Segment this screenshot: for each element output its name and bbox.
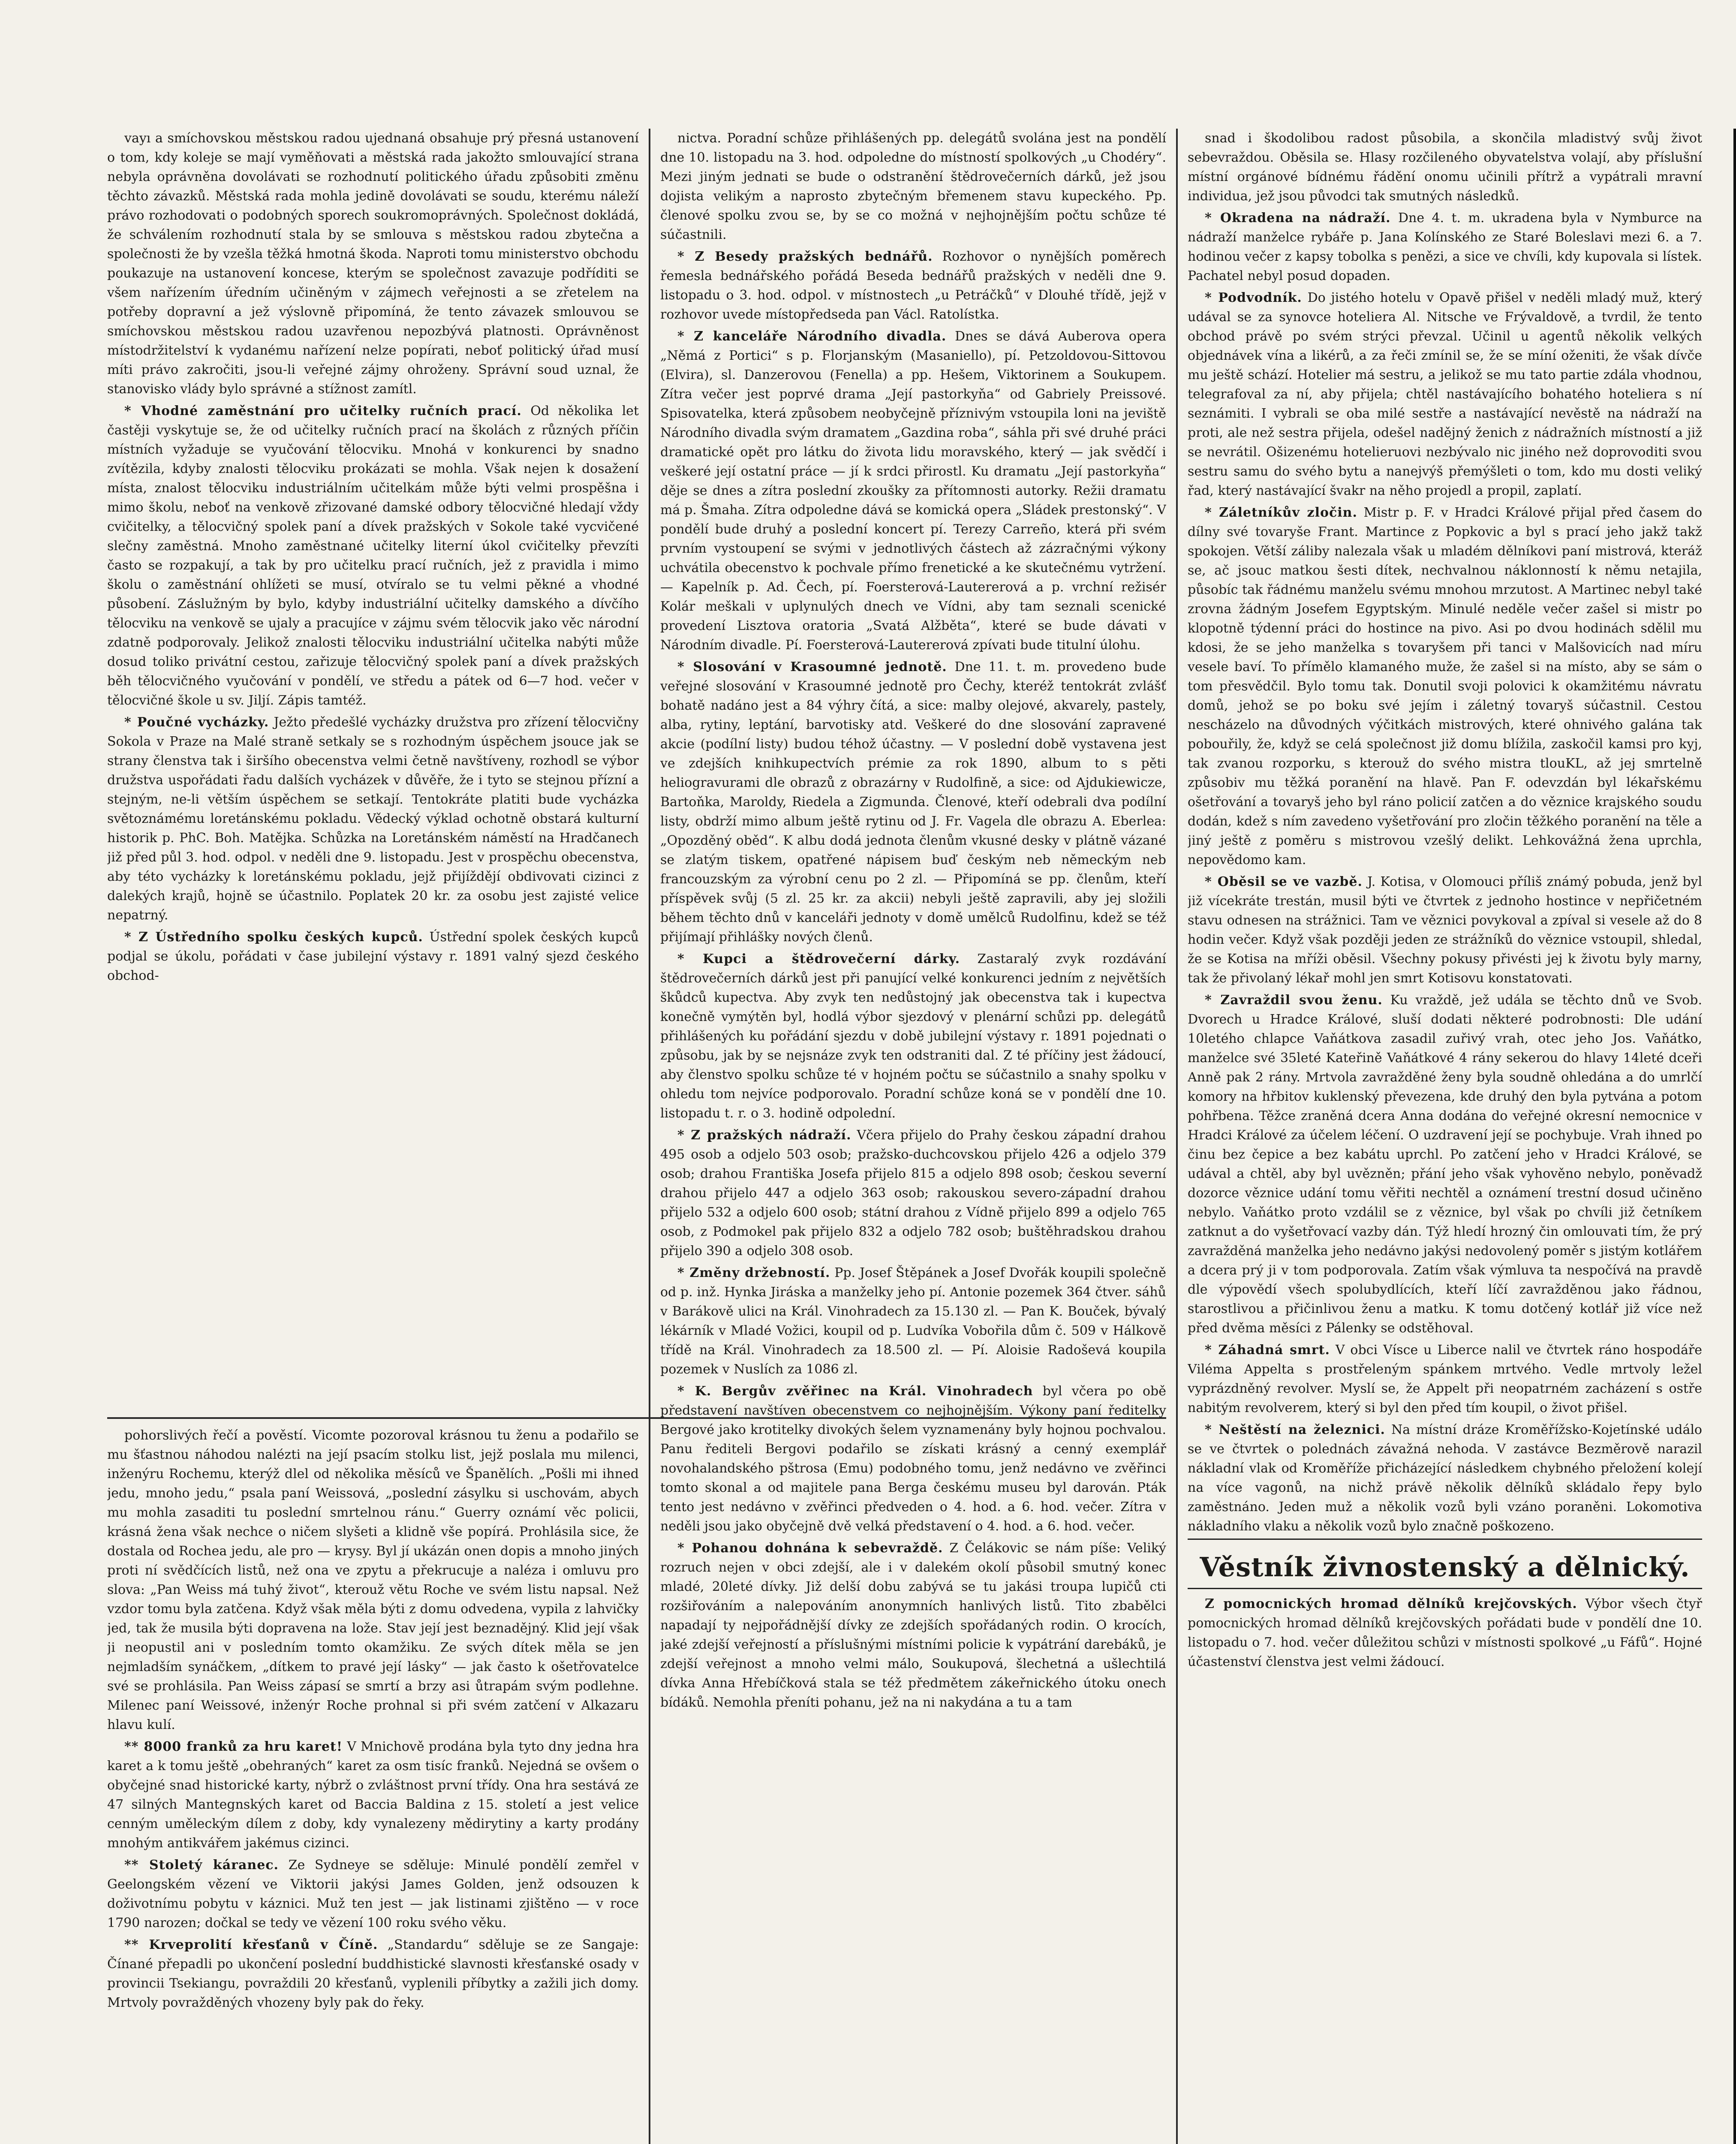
article-paragraph: [1188, 503, 1702, 870]
section-rule: [1188, 1588, 1702, 1589]
article-paragraph: [660, 247, 1166, 324]
section-title: Věstník živnostenský a dělnický.: [1200, 1551, 1690, 1583]
article-text: Ježto předešlé vycházky družstva pro zřízení tělocvičny Sokola v Praze na Malé straně setkaly se s rozhodným úspěchem jsouce jak se strany členstva tak i širšího obecenstva velmi četně navštíveny, rozhodl se výbor družstva uspořádati řadu dalších vycházek v důvěře, že i tyto se stejnou přízní a stejným, ne-li větším úspěchem se setkají. Tentokráte platiti bude vycházka světoznámému loretánskému pokladu. Vědecký výklad ochotně obstará kulturní historik p. PhC. Boh. Matějka. Schůzka na Loretánském náměstí na Hradčanech již před půl 3. hod. odpol. v neděli dne 9. listopadu. Jest v prospěchu obecenstva, aby této vycházky k loretánskému pokladu, jejž přijíždějí obdivovati cizinci z dalekých krajů, hojně se účastnilo. Poplatek 20 kr. za osobu jest zajisté velice nepatrný.: [107, 715, 639, 923]
article-paragraph: [1188, 288, 1702, 500]
article-text: pohorslivých řečí a pověstí. Vicomte pozoroval krásnou tu ženu a podařilo se mu šťastnou náhodou nalézti na její psacím stolku list, jejž poslala mu milenci, inženýru Rochemu, kterýž dlel od několika měsíců ve Španělích. „Pošli mi ihned jedu, mnoho jedu,“ psala paní Weissová, „poslední zásylku si uschovám, abych mu mohla zasaditi tu poslední smrtelnou ránu.“ Guerry oznámí věc policii, krásná žena však nechce o ničem slyšeti a klidně vše popírá. Prohlásila sice, že dostala od Rochea jedu, ale pro — krysy. Byl jí ukázán onen dopis a mnoho jiných proti ní svědčících listů, než ona ve zpytu a překrucuje a naléza i omluvu pro slova: „Pan Weiss má tuhý život“, kterouž větu Roche ve svém listu napsal. Než vzdor tomu byla zatčena. Když však měla býti z domu odvedena, vypila z lahvičky jed, tak že musila býti dopravena na lože. Stav její jest beznadějný. Klid její však ji neopustil ani v posledním tomto okamžiku. Ze svých dítek měla se jen nejmladším synáčkem, „dítkem to pravé její lásky“ — jak často k ošetřovatelce své se prohlásila. Pan Weiss zápasí se smrtí a brzy asi ůtrapám svým podlehne. Milenec paní Weissové, inženýr Roche prohnal si při svém zatčení v Alkazaru hlavu kulí.: [107, 1428, 639, 1732]
article-heading: * Z kanceláře Národního divadla.: [677, 329, 947, 344]
article-text: Ze Sydneye se sděluje: Minulé pondělí zemřel v Geelongském vězení ve Viktorii jakýsi James Golden, jenž odsouzen k doživotnímu pobytu v káznici. Muž ten jest — jak listinami zjištěno — v roce 1790 narozen; dočkal se tedy ve vězení 100 roku svého věku.: [107, 1858, 639, 1930]
article-paragraph: [1188, 208, 1702, 286]
article-text: V obci Vísce u Liberce nalil ve čtvrtek ráno hospodáře Viléma Appelta s prostřeleným spánkem mrtvého. Vedle mrtvoly ležel vyprázdněný revolver. Myslí se, že Appelt při neopatrném zacházení s ostře nabitým revolverem, který si byl den před tím koupil, o život přišel.: [1188, 1343, 1702, 1415]
article-heading: * Z Ústředního spolku českých kupců.: [124, 930, 423, 945]
article-text: Na místní dráze Kroměřížsko-Kojetínské událo se ve čtvrtek o polednách závažná nehoda. V zastávce Bezměrově narazil nákladní vlak od Kroměříže přicházející následkem chybného přeložení kolejí na více vagonů, na nichž právě několik dělníků skládalo řepy bylo zaměstnáno. Jeden muž a několik vozů byli vzáno poraněni. Lokomotiva nákladního vlaku a několik vozů bylo značně poškozeno.: [1188, 1422, 1702, 1534]
article-text: Dnes se dává Auberova opera „Němá z Portici“ s p. Florjanským (Masaniello), pí. Petzoldovou-Sittovou (Elvira), sl. Danzerovou (Fenella) a pp. Hešem, Viktorinem a Soukupem. Zítra večer jest poprvé drama „Její pastorkyňa“ od Gabriely Preissové. Spisovatelka, která způsobem neobyčejně příznivým vstoupila loni na jeviště Národního divadla svým dramatem „Gazdina roba“, sáhla při své druhé práci dramatické opět pro látku do života lidu moravského, který — jak svědčí i veškeré její ostatní práce — jí k srdci přirostl. Ku dramatu „Její pastorkyňa“ děje se dnes a zítra poslední zkoušky za přítomnosti autorky. Režii dramatu má p. Šmaha. Zítra odpoledne dává se komická opera „Sládek prestonský“. V pondělí bude druhý a poslední koncert pí. Terezy Carreño, která při svém prvním vystoupení se svými v jednotlivých částech až zázračnými výkony uchvátila obecenstvo k pochvale přímo frenetické a ke skutečnému vytržení. — Kapelník p. Ad. Čech, pí. Foersterová-Lautererová a p. vrchní režisér Kolár meškali v uplynulých dnech ve Vídni, aby tam seznali scenické provedení Lisztova oratoria „Svatá Alžběta“, které se bude dávati v Národním divadle. Pí. Foersterová-Lautererová zpívati bude titulní úlohu.: [660, 329, 1166, 653]
article-paragraph: [1188, 1340, 1702, 1418]
article-text: „Standardu“ sděluje se ze Sangaje: Čínané přepadli po ukončení poslední buddhistické slavnosti křesťanské osady v provincii Tsekiangu, povraždili 20 křesťanů, vyplenili příbytky a zažili jich domy. Mrtvoly povražděných vhozeny byly pak do řeky.: [107, 1937, 639, 2010]
article-paragraph: [660, 1126, 1166, 1261]
article-heading: * Kupci a štědrovečerní dárky.: [677, 952, 960, 967]
article-paragraph: [660, 327, 1166, 655]
column-3: [1188, 129, 1702, 2144]
article-text: Z Čelákovic se nám píše: Veliký rozruch nejen v obci zdejší, ale i v dalekém okolí působil smutný konec mladé, 20leté dívky. Již delší dobu zabývá se tu jakási troupa lupičů cti rozšiřováním a nalepováním anonymních hanlivých listů. Tito zbabělci napadají ty nejpořádnější dívky ze zdejších spořádaných rodin. O krocích, jaké zdejší veřejností a příslušnými místními policie k vypátrání darebáků, je zdejší veřejnost a mnoho velmi málo, Soukupová, šlechetná a ušlechtilá dívka Anna Hřebíčková stala se též předmětem zákeřnického útoku onech bídáků. Nemohla přeníti pohanu, jež na ni nakydána a tu a tam: [660, 1541, 1166, 1710]
article-paragraph: [660, 657, 1166, 947]
article-paragraph: [107, 1935, 639, 2012]
article-heading: * Záletníkův zločin.: [1205, 505, 1357, 520]
article-text: V Mnichově prodána byla tyto dny jedna hra karet a k tomu ještě „obehraných“ karet za osm tisíc franků. Nejedná se ovšem o obyčejné snad historické karty, nýbrž o zvláštnost první třídy. Ona hra sestává ze 47 silných Mantegnských karet od Baccia Baldina z 15. století a jest velice cenným uměleckým dílem z doby, kdy vynalezeny mědirytiny a karty prodány mnohým antikvářem jakémus cizinci.: [107, 1739, 639, 1851]
article-paragraph: [660, 1539, 1166, 1712]
article-paragraph: [660, 1263, 1166, 1379]
newspaper-page: [107, 129, 1702, 2144]
article-paragraph: [660, 949, 1166, 1123]
article-paragraph: [107, 401, 639, 710]
article-heading: * K. Bergův zvěřinec na Král. Vinohradech: [677, 1384, 1033, 1399]
column-divider: [649, 129, 650, 2144]
article-text: J. Kotisa, v Olomouci příliš známý pobuda, jenž byl již vícekráte trestán, musil býti ve čtvrtek z jednoho hostince v nepřičetném stavu odnesen na strážnici. Tam ve věznici povykoval a zpíval si vesele až do 8 hodin večer. Když však později jeden ze strážníků do věznice vstoupil, shledal, že se Kotisa na mříži oběsil. Všechny pokusy přivésti jej k životu byly marny, tak že přivolaný lékař mohl jen smrt Kotisovu konstatovati.: [1188, 874, 1702, 986]
article-paragraph: [107, 927, 639, 985]
column-3-body: [1188, 129, 1702, 1536]
column-1: [107, 129, 639, 2144]
section-rule: [1188, 1539, 1702, 1540]
article-paragraph: [107, 1426, 639, 1734]
article-text: snad i škodolibou radost působila, a skončila mladistvý svůj život sebevraždou. Oběsila se. Hlasy rozčileného obyvatelstva volají, aby příslušní místní orgánové bídnému řádění onomu učinili přítrž a vypátrali mravní individua, jež jsou původci tak smutných následků.: [1188, 131, 1702, 204]
page-edge-shadow: [1733, 129, 1736, 2144]
article-text: Ústřední spolek českých kupců podjal se úkolu, pořádati v čase jubilejní výstavy r. 1891 valný sjezd českého obchod-: [107, 930, 639, 983]
article-paragraph: [107, 129, 639, 399]
article-heading: * Z Besedy pražských bednářů.: [677, 249, 933, 264]
article-text: Rozhovor o nynějších poměrech řemesla bednářského pořádá Beseda bednářů pražských v neděli dne 9. listopadu o 3. hod. odpol. v místnostech „u Petráčků“ v Dlouhé třídě, jejž v rozhovor uvede místopředseda pan Václ. Ratolístka.: [660, 249, 1166, 322]
article-text: Ku vraždě, jež udála se těchto dnů ve Svob. Dvorech u Hradce Králové, sluší dodati některé podrobnosti: Dle udání 10letého chlapce Vaňátkova zasadil zuřivý vrah, otec jeho Jos. Vaňátko, manželce své 35leté Kateřině Vaňátkové 4 rány sekerou do hlavy 14leté dceři Anně pak 2 rány. Mrtvola zavražděné ženy byla soudně ohledána a do umrlčí komory na hřbitov kuklenský převezena, kde druhý den byla pytvána a potom pohřbena. Těžce zraněná dcera Anna dodána do veřejné okresní nemocnice v Hradci Králové za účelem léčení. O uzdravení její se pochybuje. Vrah ihned po činu bez čepice a bez kabátu uprchl. Po zatčení jeho v Hradci Králové, se udával a chtěl, aby byl uvězněn; přání jeho však vyhověno nebylo, poněvadž dozorce věznice udání tomu věřiti nechtěl a oznámení trestní dosud učiněno nebylo. Vaňátko proto vzdálil se z věznice, byl však po chvíli již četníkem zatknut a do vyšetřovací vazby dán. Týž hledí hrozný čin omlouvati tím, že prý zavražděná manželka jeho nedávno jakýsi nedovolený poměr s jistým kotlářem a dcera prý ji v tom podporovala. Zatím však výmluva ta nespočívá na pravdě dle výpovědí všech spolubydlících, kteří líčí zavražděnou jako řádnou, starostlivou a přičinlivou ženu a matku. K tomu dotčený kotlář již více než před dvěma měsíci z Pálenky se odstěhoval.: [1188, 993, 1702, 1336]
article-heading: * Oběsil se ve vazbě.: [1205, 874, 1363, 889]
article-text: Včera přijelo do Prahy českou západní drahou 495 osob a odjelo 503 osob; pražsko-duchcovskou přijelo 426 a odjelo 379 osob; drahou Františka Josefa přijelo 815 a odjelo 898 osob; českou severní drahou přijelo 447 a odjelo 363 osob; rakouskou severo-západní drahou přijelo 532 a odjelo 600 osob; státní drahou z Vídně přijelo 899 a odjelo 765 osob, z Podmokel pak přijelo 832 a odjelo 782 osob; buštěhradskou drahou přijelo 390 a odjelo 308 osob.: [660, 1128, 1166, 1259]
article-heading: ** Krveprolití křesťanů v Číně.: [124, 1937, 378, 1952]
article-heading: * Slosování v Krasoumné jednotě.: [677, 659, 947, 675]
article-paragraph: [1188, 129, 1702, 206]
article-text: Do jistého hotelu v Opavě přišel v neděli mladý muž, který udával se za synovce hoteliera Al. Nitsche ve Frývaldově, a tvrdil, že tento obchod právě po svém strýci převzal. Učinil u agentů několik velkých objednávek vína a likérů, a za řeči zmínil se, že se míní oženiti, že však dívče mu ještě schází. Hotelier má sestru, a jelikož se mu tato partie zdála vhodnou, telegrafoval za ní, aby přijela; chtěl nastávajícího bohatého hoteliera s ní seznámiti. I vybrali se oba milé sestře a nastávající nevěstě na nádraží na proti, ale než sestra přijela, odešel nadějný ženich z nádražních místností a již se nevrátil. Ošizenému hotelieruovi nezbývalo nic jiného než doprovoditi svou sestru samu do svého bytu a nanejvýš přemýšleti o tom, kdo mu dosti veliký řad, který nastávající švakr na něho projedl a propil, zaplatí.: [1188, 290, 1702, 498]
article-heading: * Okradena na nádraží.: [1205, 211, 1391, 226]
article-text: Od několika let častěji vyskytuje se, že od učitelky ručních prací na školách z různých příčin místních vyžaduje se vyučování tělocviku. Mnohá v konkurenci by snadno zvítězila, kdyby znalosti tělocviku prokázati se mohla. Však nejen k dosažení místa, znalost tělocviku industriálním učitelkám může býti velmi prospěšna i mimo školu, neboť na venkově zřizované damské odbory tělocvičné hledají vždy cvičitelky, a tělocvičný spolek paní a dívek pražských v Sokole také vycvičené slečny zaměstná. Mnoho zaměstnané učitelky literní úkol cvičitelky převzíti často se rozpakují, a tak by pro učitelku prací ručních, jež z pravidla i mimo školu o zaměstnání ohlížeti se musí, otvíralo se tu velmi pěkné a vhodné působení. Záslužným by bylo, kdyby industriální učitelky damského a dívčího tělocviku na venkově se ujaly a pracujíce v zájmu svém tělocvik jako věc národní zdatně podporovaly. Jelikož znalosti tělocviku industriální učitelka nabýti může dosud toliko privátní cestou, zařizuje tělocvičný spolek paní a dívek pražských běh tělocvičného vyučování v pondělí, ve středu a pátek od 6—7 hod. večer v tělocvičné škole u sv. Jiljí. Zápis tamtéž.: [107, 404, 639, 708]
article-heading: * Poučné vycházky.: [124, 715, 269, 730]
article-text: byl včera po obě představení navštíven obecenstvem co nejhojnějším. Výkony paní ředitelky Bergové jako krotitelky divokých šelem vyznamenány byly hojnou pochvalou. Panu řediteli Bergovi podařilo se získati krásný a cenný exemplář novohalandského pštrosa (Emu) podobného tomu, jenž nedávno ve zvěřinci tomto skonal a od majitele pana Berga českému museu byl darován. Pták tento jest nedávno v zvěřinci předveden o 4. hod. a 6. hod. večer. Zítra v neděli jsou jako obyčejně dvě velká představení o 4. hod. a 6. hod. večer.: [660, 1384, 1166, 1534]
article-text: Pp. Josef Štěpánek a Josef Dvořák koupili společně od p. inž. Hynka Jiráska a manželky jeho pí. Antonie pozemek 364 čtver. sáhů v Barákově ulici na Král. Vinohradech za 15.130 zl. — Pan K. Bouček, bývalý lékárník v Mladé Vožici, koupil od p. Ludvíka Vobořila dům č. 509 v Hálkově třídě na Král. Vinohradech za 18.500 zl. — Pí. Aloisie Radoševá koupila pozemek v Nuslích za 1086 zl.: [660, 1265, 1166, 1377]
article-heading: * Změny držebností.: [677, 1265, 830, 1280]
article-paragraph: [660, 1382, 1166, 1536]
article-paragraph: [1188, 872, 1702, 988]
article-heading: * Vhodné zaměstnání pro učitelky ručních prací.: [124, 404, 522, 419]
column-divider: [1176, 129, 1178, 2144]
article-heading: * Pohanou dohnána k sebevraždě.: [677, 1541, 943, 1556]
article-heading: * Podvodník.: [1205, 290, 1302, 305]
article-paragraph: [660, 129, 1166, 244]
article-paragraph: [107, 1737, 639, 1853]
article-paragraph: [107, 1855, 639, 1933]
section-body: [1188, 1594, 1702, 1671]
article-heading: * Záhadná smrt.: [1205, 1343, 1330, 1358]
article-heading: * Z pražských nádraží.: [677, 1128, 851, 1143]
article-paragraph: [1188, 991, 1702, 1338]
article-text: Dne 11. t. m. provedeno bude veřejné slosování v Krasoumné jednotě pro Čechy, kteréž tentokrát zvlášť bohatě nadáno jest a 84 výhry čítá, a sice: malby olejové, akvarely, pastely, alba, rytiny, leptání, barvotisky atd. Veškeré do dne slosování zapravené akcie (podílní listy) budou téhož účastny. — V poslední době vystavena jest ve zdejších knihkupectvích prémie za rok 1890, album to s pěti heliogravurami dle obrazů z obrazárny v Rudolfině, a sice: od Ajdukiewicze, Bartoňka, Maroldy, Riedela a Zigmunda. Členové, kteří odebrali dva podílní listy, obdrží mimo album ještě rytinu od J. Fr. Vagela dle obrazu A. Eberlea: „Opozděný oběd“. K albu dodá jednota členům vkusné desky v plátně vázané se zlatým tiskem, opatřené nápisem buď českým neb německým neb francouzským za výrobní cenu po 2 zl. — Připomíná se pp. členům, kteří příspěvek svůj (5 zl. 25 kr. za akcii) nebyli ještě zapravili, aby jej složili během těchto dnů v kanceláři jednoty v domě umělců Rudolfinu, kdež se též přijímají přihlášky nových členů.: [660, 659, 1166, 945]
article-paragraph: [1188, 1420, 1702, 1536]
article-paragraph: [107, 713, 639, 925]
column-2-body: [660, 129, 1166, 1712]
article-heading: Z pomocnických hromad dělníků krejčovských.: [1205, 1596, 1577, 1611]
article-heading: * Neštěstí na železnici.: [1205, 1422, 1385, 1437]
article-heading: * Zavraždil svou ženu.: [1205, 993, 1383, 1008]
article-text: Dne 4. t. m. ukradena byla v Nymburce na nádraží manželce rybáře p. Jana Kolínského ze Staré Boleslavi mezi 6. a 7. hodinou večer z kapsy tobolka s penězi, a sice ve chvíli, kdy kupovala si lístek. Pachatel nebyl posud dopaden.: [1188, 211, 1702, 283]
article-text: vayı a smíchovskou městskou radou ujednaná obsahuje prý přesná ustanovení o tom, kdy koleje se mají vyměňovati a městská rada jakožto smlouvající strana nebyla oprávněna dovolávati se rozhodnutí politického úřadu způsobiti změnu těchto závazků. Městská rada mohla jedině dovolávati se soudu, kterému náleží právo rozhodovati o podobných sporech soukromoprávných. Společnost dokládá, že schválením rozhodnutí stala by se smlouva s městskou radou zbytečna a společnosti že by vzešla těžká hmotná škoda. Naproti tomu ministerstvo obchodu poukazuje na ustanovení koncese, kterým se společnost zavazuje podříditi se všem nařízením úředním učiněným v zájmech veřejnosti a se zřetelem na potřeby dopravní a jež výslovně připomíná, že tento závazek smlouvou se smíchovskou městskou radou uzavřenou nepozbývá platnosti. Oprávněnost místodržitelství k vydanému nařízení nelze popírati, neboť politický úřad musí míti právo zakročiti, jsou-li veřejné zájmy ohroženy. Správní soud uznal, že stanovisko vlády bylo správné a stížnost zamítl.: [107, 131, 639, 397]
column-2: [660, 129, 1166, 2144]
article-paragraph: [1188, 1594, 1702, 1671]
column-1-lower: [107, 1426, 639, 2144]
article-text: Výbor všech čtyř pomocnických hromad dělníků krejčovských pořádati bude v pondělí dne 10. listopadu o 7. hod. večer důležitou schůzi v místnosti spolkové „u Fáfů“. Hojné účastenství členstva jest velmi žádoucí.: [1188, 1596, 1702, 1669]
column-1-upper: [107, 129, 639, 1413]
article-text: nictva. Poradní schůze přihlášených pp. delegátů svolána jest na pondělí dne 10. listopadu na 3. hod. odpoledne do místností spolkových „u Chodéry“. Mezi jiným jednati se bude o odstranění štědrovečerních dárků, jež jsou dojista velikým a naprosto zbytečným břemenem stavu kupeckého. Pp. členové spolku zvou se, by se co možná v nejhojnějším počtu schůze té súčastnili.: [660, 131, 1166, 242]
article-heading: ** Stoletý káranec.: [124, 1858, 279, 1873]
article-heading: ** 8000 franků za hru karet!: [124, 1739, 343, 1754]
article-text: Mistr p. F. v Hradci Králové přijal před časem do dílny své tovaryše Frant. Martince z Popkovic a byl s prací jeho jakž takž spokojen. Větší záliby nalezala však u mladém dělníkovi paní mistrová, kteráž se, ač jsouc matkou šesti dítek, nechvalnou náklonností k němu netajila, působíc tak řádnému manželu svému mnohou mrzutost. A Martinec nebyl také zrovna žádným Josefem Egyptským. Minulé neděle večer zašel si mistr po klopotně týdenní práci do hostince na pivo. Asi po dvou hodinách sdělil mu kdosi, že se jeho manželka s tovaryšem při tanci v Malšovicích nad míru vesele baví. To přímělo klamaného muže, že zašel si na místo, aby se sám o tom přesvědčil. Bylo tomu tak. Donutil svoji polovici k okamžitému návratu domů, jehož se po boku své jejím i záletný tovaryš súčastnil. Cestou nescházelo na důvodných výčitkách mistrových, které ohnivého galána tak pobouřily, že, když se celá společnost již domu blížila, zaskočil kamsi pro kyj, tak zvanou rozporku, s kterouž do svého mistra tlouKL, až jej smrtelně způsobiv mu těžká poranění na hlavě. Pan F. odevzdán byl lékařskému ošetřování a tovaryš jeho byl ráno policií zatčen a do věznice krajského soudu dodán, kdež s ním zavedeno vyšetřování pro zločin těžkého poranění na těle a jiný ještě z poměru s mistrovou vzešlý delikt. Lehkovážná žena uprchla, nepovědomo kam.: [1188, 505, 1702, 867]
article-text: Zastaralý zvyk rozdávání štědrovečerních dárků jest při panující velké konkurenci jedním z největších škůdců kupectva. Aby zvyk ten nedůstojný jak obecenstva tak i kupectva konečně vymýtěn byl, hodlá výbor sjezdový v plenární schůzi pp. delegátů přihlášených ku pořádání sjezdu v době jubilejní výstavy r. 1891 pojednati o způsobu, jak by se nejsnáze zvyk ten odstraniti dal. Z té příčiny jest žádoucí, aby členstvo spolku schůze té v hojném počtu se súčastnilo a snahy spolku v ohledu tom nejvíce podporovalo. Poradní schůze koná se v pondělí dne 10. listopadu t. r. o 3. hodině odpolední.: [660, 952, 1166, 1121]
